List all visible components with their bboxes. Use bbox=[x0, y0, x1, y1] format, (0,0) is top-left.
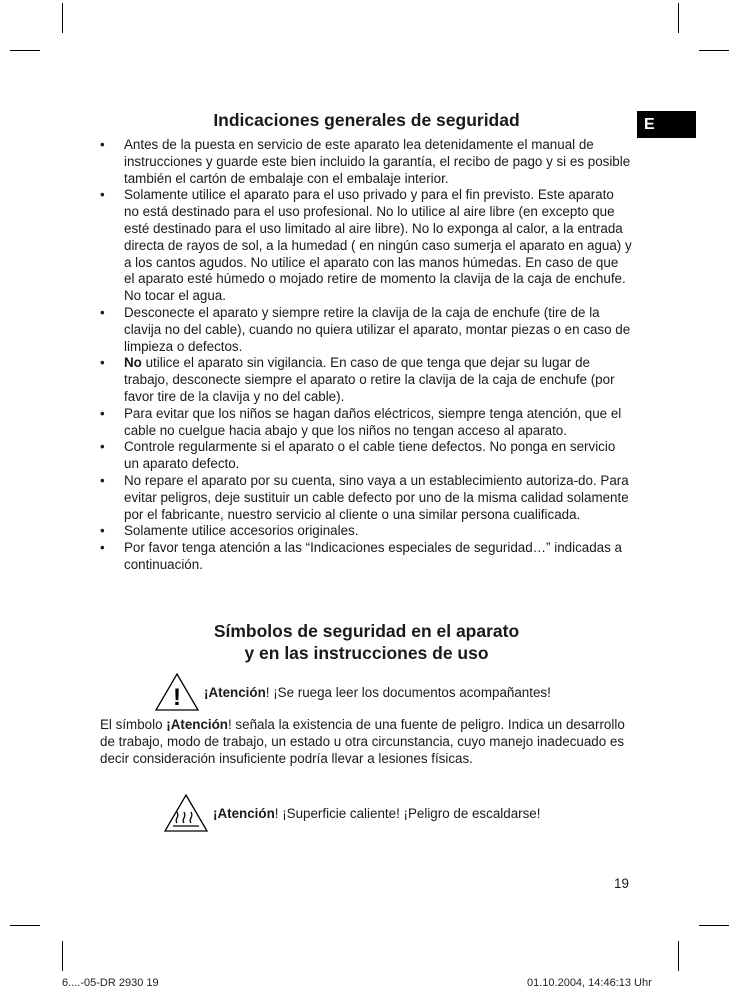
list-item: • Antes de la puesta en servicio de este aparato lea detenidamente el manual de instrucciones y guarde este bien incluido la garantía, el recibo de pago y si es posible también el cartón de embalaje con el embalaje interior. bbox=[100, 137, 631, 186]
list-item: • Solamente utilice accesorios originales. bbox=[100, 523, 359, 539]
crop-mark-bottom-left-h bbox=[10, 925, 40, 926]
section-title-safety: Indicaciones generales de seguridad bbox=[213, 110, 520, 130]
footer-right: 01.10.2004, 14:46:13 Uhr bbox=[527, 977, 652, 989]
crop-mark-top-left-h bbox=[10, 50, 40, 51]
attention-paragraph: El símbolo ¡Atención! señala la existencia de una fuente de peligro. Indica un desarrollo de trabajo, modo de trabajo, un estado u otra circunstancia, cuyo manejo inadecuado es decir consideración insuficiente podría llevar a lesiones físicas. bbox=[100, 717, 625, 766]
attention-notice bbox=[154, 672, 551, 712]
language-tab: E bbox=[637, 111, 696, 138]
section-title-symbols-line2: y en las instrucciones de uso bbox=[244, 643, 489, 663]
attention-notice-text: ¡Atención! ¡Se ruega leer los documentos acompañantes! bbox=[204, 684, 551, 700]
list-item: • No utilice el aparato sin vigilancia. En caso de que tenga que dejar su lugar de trabajo, desconecte siempre el aparato o retire la clavija de la caja de enchufe (por favor tire de la clavija y no del cable). bbox=[100, 355, 615, 404]
crop-mark-top-left bbox=[62, 3, 63, 33]
hot-surface-icon bbox=[163, 793, 209, 833]
list-item: • No repare el aparato por su cuenta, sino vaya a un establecimiento autoriza-do. Para evitar peligros, deje sustituir un cable defecto por uno de la misma calidad solamente por el fabricante, nuestro servicio al cliente o una similar persona cualificada. bbox=[100, 472, 629, 522]
crop-mark-bottom-right-h bbox=[699, 925, 729, 926]
list-item: • Para evitar que los niños se hagan daños eléctricos, siempre tenga atención, que el cable no cuelgue hacia abajo y que los niños no tengan acceso al aparato. bbox=[100, 405, 622, 438]
hot-surface-notice-text: ¡Atención! ¡Superficie caliente! ¡Peligro de escaldarse! bbox=[213, 805, 541, 821]
safety-list bbox=[100, 137, 632, 574]
list-item: • Desconecte el aparato y siempre retire la clavija de la caja de enchufe (tire de la clavija no del cable), cuando no quiera utilizar el aparato, montar piezas o en caso de limpieza o defectos. bbox=[100, 304, 631, 354]
list-item: • Controle regularmente si el aparato o el cable tiene defectos. No ponga en servicio un aparato defecto. bbox=[100, 439, 616, 472]
hot-surface-notice bbox=[163, 793, 540, 833]
crop-mark-top-right bbox=[678, 3, 679, 33]
svg-text:!: ! bbox=[173, 684, 181, 711]
section-title-symbols-line1: Símbolos de seguridad en el aparato bbox=[213, 621, 520, 641]
list-item: • Por favor tenga atención a las “Indicaciones especiales de seguridad…” indicadas a continuación. bbox=[100, 540, 622, 572]
crop-mark-bottom-right bbox=[678, 941, 679, 971]
footer-left: 6....-05-DR 2930 19 bbox=[62, 977, 159, 989]
list-item: • Solamente utilice el aparato para el uso privado y para el fin previsto. Este aparato no está destinado para el uso profesional. No lo utilice al aire libre (en excepto que esté destinado para el uso limitado al aire libre). No lo exponga al calor, a la entrada directa de rayos de sol, a la humedad ( en ningún caso sumerja el aparato en agua) y a los cantos agudos. No utilice el aparato con las manos húmedas. En caso de que el aparato esté húmedo o mojado retire de momento la clavija de la caja de enchufe. No tocar el agua. bbox=[100, 187, 632, 304]
bold-no: No bbox=[124, 355, 142, 371]
crop-mark-bottom-left bbox=[62, 941, 63, 971]
warning-triangle-icon bbox=[154, 672, 200, 712]
page-number: 19 bbox=[614, 876, 629, 891]
crop-mark-top-right-h bbox=[699, 50, 729, 51]
